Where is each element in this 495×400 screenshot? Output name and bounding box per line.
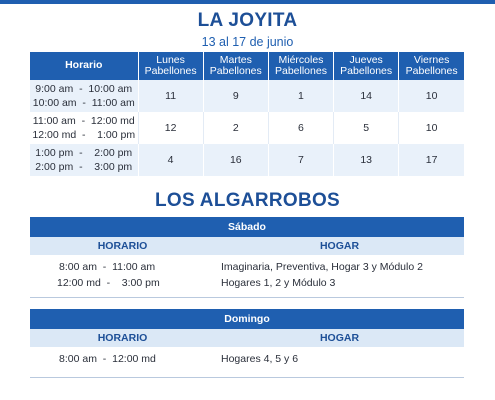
la-joyita-dates: 13 al 17 de junio xyxy=(201,35,294,49)
header-miercoles: Miércoles Pabellones xyxy=(268,52,333,80)
header-horario: Horario xyxy=(30,52,138,80)
sabado-heading: Sábado xyxy=(30,217,464,237)
sabado-schedule xyxy=(30,217,464,298)
value-cell: 7 xyxy=(268,144,333,176)
value-cell: 12 xyxy=(138,112,203,144)
sabado-times xyxy=(30,255,215,291)
header-martes: Martes Pabellones xyxy=(203,52,268,80)
sabado-col-horario: HORARIO xyxy=(97,240,148,252)
los-algarrobos-title: LOS ALGARROBOS xyxy=(154,190,341,211)
value-cell: 14 xyxy=(334,80,399,112)
value-cell: 1 xyxy=(268,80,333,112)
divider xyxy=(30,377,464,378)
la-joyita-table xyxy=(30,52,464,176)
value-cell: 11 xyxy=(138,80,203,112)
domingo-homes xyxy=(215,347,464,368)
sabado-col-hogar: HOGAR xyxy=(319,240,360,252)
value-cell: 10 xyxy=(399,80,464,112)
sabado-column-headers xyxy=(30,237,464,255)
la-joyita-title: LA JOYITA xyxy=(197,10,298,31)
table-row xyxy=(30,112,464,144)
sabado-body xyxy=(30,255,464,291)
header-viernes: Viernes Pabellones xyxy=(399,52,464,80)
value-cell: 5 xyxy=(334,112,399,144)
domingo-body xyxy=(30,347,464,368)
top-rule xyxy=(0,0,495,4)
value-cell: 4 xyxy=(138,144,203,176)
domingo-column-headers xyxy=(30,329,464,347)
time-slot: 12:00 md - 3:00 pm xyxy=(57,276,160,289)
domingo-times xyxy=(30,347,215,368)
value-cell: 13 xyxy=(334,144,399,176)
domingo-schedule xyxy=(30,309,464,378)
value-cell: 16 xyxy=(203,144,268,176)
home-entry: Imaginaria, Preventiva, Hogar 3 y Módulo 2 xyxy=(221,261,423,273)
table-row xyxy=(30,144,464,176)
time-slot: 8:00 am - 12:00 md xyxy=(59,353,156,365)
value-cell: 2 xyxy=(203,112,268,144)
time-slot-cell: 9:00 am - 10:00 am 10:00 am - 11:00 am xyxy=(30,80,138,112)
table-header-row xyxy=(30,52,464,80)
value-cell: 17 xyxy=(399,144,464,176)
domingo-col-hogar: HOGAR xyxy=(319,332,360,344)
value-cell: 10 xyxy=(399,112,464,144)
divider xyxy=(30,297,464,298)
value-cell: 9 xyxy=(203,80,268,112)
table-row xyxy=(30,80,464,112)
time-slot-cell: 11:00 am - 12:00 md 12:00 md - 1:00 pm xyxy=(30,112,138,144)
value-cell: 6 xyxy=(268,112,333,144)
domingo-heading: Domingo xyxy=(30,309,464,329)
time-slot-cell: 1:00 pm - 2:00 pm 2:00 pm - 3:00 pm xyxy=(30,144,138,176)
header-lunes: Lunes Pabellones xyxy=(138,52,203,80)
home-entry: Hogares 1, 2 y Módulo 3 xyxy=(221,276,336,289)
domingo-col-horario: HORARIO xyxy=(97,332,148,344)
time-slot: 8:00 am - 11:00 am xyxy=(59,261,156,273)
sabado-homes xyxy=(215,255,464,291)
home-entry: Hogares 4, 5 y 6 xyxy=(221,353,299,365)
header-jueves: Jueves Pabellones xyxy=(334,52,399,80)
